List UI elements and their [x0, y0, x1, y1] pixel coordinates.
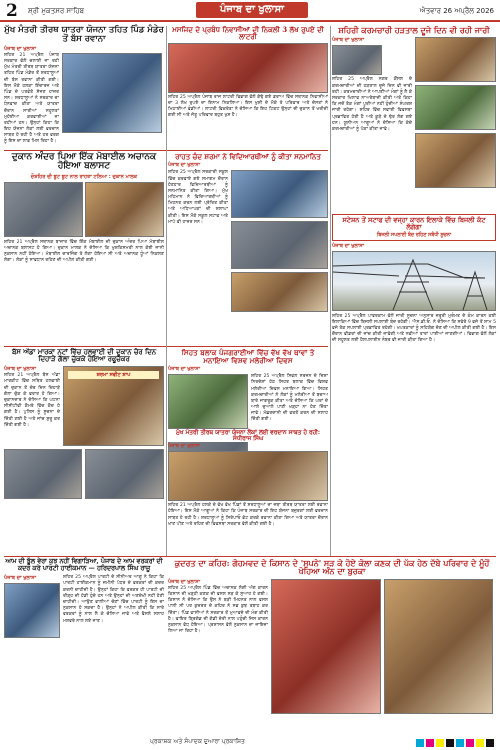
- photo-leader-portrait: [4, 583, 60, 638]
- photo-cctv-1: [4, 449, 82, 499]
- article-body: ਸ਼ਹਿਰ 25 ਅਪ੍ਰੈਲ ਪਿੰਡ ਵਿੱਚ ਅਚਾਨਕ ਲੱਗੀ ਅੱਗ ਕਾਰਨ ਕਿਸਾਨ ਦੀ ਖੜ੍ਹੀ ਕਣਕ ਦੀ ਫਸਲ ਸੜ ਕੇ ਸੁਆਹ ਹੋ ਗਈ। ਕਿਸਾਨ ਨੇ ਦੱਸਿਆ ਕਿ ਉਸ ਨੇ ਬੜੀ ਮਿਹਨਤ ਨਾਲ ਫਸਲ ਪਾਲੀ ਸੀ ਪਰ ਕੁਦਰਤ ਦੇ ਕਹਿਰ ਨੇ ਸਭ ਕੁਝ ਤਬਾਹ ਕਰ ਦਿੱਤਾ। ਪਿੰਡ ਵਾਸੀਆਂ ਨੇ ਸਰਕਾਰ ਤੋਂ ਮੁਆਵਜ਼ੇ ਦੀ ਮੰਗ ਕੀਤੀ ਹੈ। ਫਾਇਰ ਬ੍ਰਿਗੇਡ ਦੀ ਗੱਡੀ ਦੇਰੀ ਨਾਲ ਪਹੁੰਚੀ ਜਿਸ ਕਾਰਨ ਨੁਕਸਾਨ ਵੱਧ ਹੋਇਆ। ਪ੍ਰਸ਼ਾਸਨ ਵੱਲੋਂ ਨੁਕਸਾਨ ਦਾ ਜਾਇਜ਼ਾ ਲਿਆ ਜਾ ਰਿਹਾ ਹੈ।: [168, 585, 268, 635]
- byline: ਪੰਜਾਬ ਦਾ ਖੁਲਾਸਾ: [332, 242, 365, 249]
- color-swatch: [486, 739, 494, 747]
- article-shop-theft: [4, 349, 164, 554]
- article-farmer-fire: [168, 559, 496, 734]
- photo-pilgrims: [168, 451, 328, 501]
- headline: ਮਸਜਿਦ ਦੇ ਪ੍ਰਬੰਧ ਨਿਵਾਸੀਆਂ ਦੀ ਨਿਕਲੀ 3 ਲੱਖ ਰੁਪਏ ਦੀ ਲਾਟਰੀ: [172, 25, 324, 42]
- article-body: ਸ਼ਹਿਰ 25 ਅਪ੍ਰੈਲ ਸਿਵਲ ਸਰਜਨ ਦੇ ਦਿਸ਼ਾ ਨਿਰਦੇਸ਼ਾਂ ਹੇਠ ਸਿਹਤ ਬਲਾਕ ਵਿੱਚ ਵਿਸ਼ਵ ਮਲੇਰੀਆ ਦਿਵਸ ਮਨਾਇਆ ਗਿਆ। ਸਿਹਤ ਕਰਮਚਾਰੀਆਂ ਨੇ ਲੋਕਾਂ ਨੂੰ ਮਲੇਰੀਆ ਤੋਂ ਬਚਾਅ ਬਾਰੇ ਜਾਗਰੂਕ ਕੀਤਾ ਅਤੇ ਦੱਸਿਆ ਕਿ ਘਰਾਂ ਦੇ ਆਲੇ ਦੁਆਲੇ ਪਾਣੀ ਖੜ੍ਹਾ ਨਾ ਹੋਣ ਦਿੱਤਾ ਜਾਵੇ। ਮੱਛਰਦਾਨੀ ਦੀ ਵਰਤੋਂ ਕਰਨ ਦੀ ਸਲਾਹ ਦਿੱਤੀ ਗਈ।: [251, 374, 328, 423]
- headline: ਬੱਸ ਅੱਡਾ ਮਾਰਕਾ ਨਟਾਂ ਵਿੱਚ ਹਲਵਾਈ ਦੀ ਦੁਕਾਨ ਚੋਰ ਦਿਨ ਦਿਹਾੜੇ ਗੱਲਾ ਚੁੱਕਕੇ ਹੋਇਆ ਰਫੂਚੱਕਰ: [12, 348, 156, 364]
- byline: ਪੰਜਾਬ ਦਾ ਖੁਲਾਸਾ: [168, 162, 201, 169]
- subheadline: ਦੋਸ਼ਹਿਰ ਦੀ ਬੂਟ ਬੂਟ ਨਾਲ ਰਾਹਤਾ ਟਲਿਆ : ਦੁਕਾਨ ਮਾਲਕ: [30, 173, 138, 180]
- headline: ਰਾਹਤ ਚੰਦ ਸ਼ਰਮਾ ਨੇ ਵਿਦਿਆਰਥੀਆਂ ਨੂੰ ਕੀਤਾ ਸਨਮਾਨਿਤ: [175, 152, 321, 161]
- byline: ਪੰਜਾਬ ਦਾ ਖੁਲਾਸਾ: [168, 443, 201, 450]
- byline: ਪੰਜਾਬ ਦਾ ਖੁਲਾਸਾ: [168, 366, 201, 373]
- article-students-honoured: [168, 153, 328, 343]
- color-swatch: [426, 739, 434, 747]
- section-title: ਪੰਜਾਬ ਦਾ ਖੁਲਾਸਾ: [196, 2, 308, 18]
- headline: ਮੁੱਖ ਮੰਤਰੀ ਤੀਰਥ ਯਾਤਰਾ ਯੋਜਨਾ ਤਹਿਤ ਪਿੰਡ ਮੰਡੇਰ ਤੋਂ ਬੱਸ ਰਵਾਨਾ: [4, 25, 164, 44]
- color-swatch: [436, 739, 444, 747]
- masthead: [0, 0, 500, 22]
- article-mobile-blast: [4, 153, 164, 343]
- photo-damaged-phone: [85, 182, 164, 237]
- article-body: ਸ਼ਹਿਰ 25 ਅਪ੍ਰੈਲ ਨਗਰ ਕੌਂਸਲ ਦੇ ਕਰਮਚਾਰੀਆਂ ਦੀ ਹੜਤਾਲ ਦੂਜੇ ਦਿਨ ਵੀ ਜਾਰੀ ਰਹੀ। ਕਰਮਚਾਰੀਆਂ ਨੇ ਆਪਣੀਆਂ ਮੰਗਾਂ ਨੂੰ ਲੈ ਕੇ ਸਰਕਾਰ ਖਿਲਾਫ ਨਾਅਰੇਬਾਜ਼ੀ ਕੀਤੀ ਅਤੇ ਕਿਹਾ ਕਿ ਜਦੋਂ ਤੱਕ ਮੰਗਾਂ ਪੂਰੀਆਂ ਨਹੀਂ ਹੁੰਦੀਆਂ ਸੰਘਰਸ਼ ਜਾਰੀ ਰਹੇਗਾ। ਸ਼ਹਿਰ ਵਿੱਚ ਸਫਾਈ ਵਿਵਸਥਾ ਪ੍ਰਭਾਵਿਤ ਹੋਈ ਹੈ ਅਤੇ ਕੂੜੇ ਦੇ ਢੇਰ ਲੱਗ ਗਏ ਹਨ। ਯੂਨੀਅਨ ਆਗੂਆਂ ਨੇ ਦੱਸਿਆ ਕਿ ਕੱਚੇ ਕਰਮਚਾਰੀਆਂ ਨੂੰ ਪੱਕਾ ਕੀਤਾ ਜਾਵੇ।: [332, 77, 412, 132]
- article-body: ਸ਼ਹਿਰ 21 ਅਪ੍ਰੈਲ ਪੰਜਾਬ ਸਰਕਾਰ ਵੱਲੋਂ ਚਲਾਈ ਜਾ ਰਹੀ ਮੁੱਖ ਮੰਤਰੀ ਤੀਰਥ ਯਾਤਰਾ ਯੋਜਨਾ ਤਹਿਤ ਪਿੰਡ ਮੰਡੇਰ ਤੋਂ ਸ਼ਰਧਾਲੂਆਂ ਦੀ ਬੱਸ ਰਵਾਨਾ ਕੀਤੀ ਗਈ। ਇਸ ਮੌਕੇ ਹਲਕਾ ਇੰਚਾਰਜ ਅਤੇ ਪਿੰਡ ਦੇ ਪਤਵੰਤੇ ਸੱਜਣ ਹਾਜ਼ਰ ਸਨ। ਸ਼ਰਧਾਲੂਆਂ ਨੇ ਸਰਕਾਰ ਦਾ ਧੰਨਵਾਦ ਕੀਤਾ ਅਤੇ ਯਾਤਰਾ ਦੌਰਾਨ ਸਾਰੀਆਂ ਸਹੂਲਤਾਂ ਮੁਹੱਈਆ ਕਰਵਾਈਆਂ ਜਾ ਰਹੀਆਂ ਹਨ। ਉਨ੍ਹਾਂ ਕਿਹਾ ਕਿ ਇਹ ਯੋਜਨਾ ਲੋਕਾਂ ਲਈ ਵਰਦਾਨ ਸਾਬਤ ਹੋ ਰਹੀ ਹੈ ਅਤੇ ਹਰ ਵਰਗ ਨੂੰ ਇਸ ਦਾ ਲਾਭ ਮਿਲ ਰਿਹਾ ਹੈ।: [4, 52, 59, 145]
- byline: ਪੰਜਾਬ ਦਾ ਖੁਲਾਸਾ: [168, 578, 201, 585]
- issue-date: ਐਤਵਾਰ 26 ਅਪ੍ਰੈਲ 2026: [419, 7, 494, 15]
- photo-award: [231, 272, 328, 312]
- article-body: ਸ਼ਹਿਰ 25 ਅਪ੍ਰੈਲ ਸਰਕਾਰੀ ਸਕੂਲ ਵਿੱਚ ਕਰਵਾਏ ਗਏ ਸਮਾਗਮ ਦੌਰਾਨ ਹੋਣਹਾਰ ਵਿਦਿਆਰਥੀਆਂ ਨੂੰ ਸਨਮਾਨਿਤ ਕੀਤਾ ਗਿਆ। ਮੁੱਖ ਮਹਿਮਾਨ ਨੇ ਵਿਦਿਆਰਥੀਆਂ ਨੂੰ ਮਿਹਨਤ ਕਰਨ ਲਈ ਪ੍ਰੇਰਿਤ ਕੀਤਾ ਅਤੇ ਅਧਿਆਪਕਾਂ ਦੀ ਸ਼ਲਾਘਾ ਕੀਤੀ। ਇਸ ਮੌਕੇ ਸਕੂਲ ਸਟਾਫ ਅਤੇ ਮਾਪੇ ਵੀ ਹਾਜ਼ਰ ਸਨ।: [168, 170, 228, 225]
- shop-sign: ਸ਼ਰਮਾ ਸਵੀਟ ਸ਼ਾਪ: [68, 371, 159, 379]
- photo-cctv-2: [85, 449, 164, 499]
- article-lottery: [168, 26, 328, 146]
- article-body: ਸ਼ਹਿਰ 25 ਅਪ੍ਰੈਲ ਪਾਰਟੀ ਦੇ ਸੀਨੀਅਰ ਆਗੂ ਨੇ ਕਿਹਾ ਕਿ ਪਾਰਟੀ ਹਾਈਕਮਾਨ ਨੂੰ ਜ਼ਮੀਨੀ ਪੱਧਰ ਦੇ ਵਰਕਰਾਂ ਦੀ ਕਦਰ ਕਰਨੀ ਚਾਹੀਦੀ ਹੈ। ਉਨ੍ਹਾਂ ਕਿਹਾ ਕਿ ਵਰਕਰ ਹੀ ਪਾਰਟੀ ਦੀ ਰੀੜ੍ਹ ਦੀ ਹੱਡੀ ਹੁੰਦੇ ਹਨ ਅਤੇ ਉਨ੍ਹਾਂ ਦੀ ਅਣਦੇਖੀ ਨਹੀਂ ਹੋਣੀ ਚਾਹੀਦੀ। ਆਉਣ ਵਾਲੀਆਂ ਚੋਣਾਂ ਵਿੱਚ ਪਾਰਟੀ ਨੂੰ ਇਸ ਦਾ ਨੁਕਸਾਨ ਹੋ ਸਕਦਾ ਹੈ। ਉਨ੍ਹਾਂ ਨੇ ਅਪੀਲ ਕੀਤੀ ਕਿ ਸਾਰੇ ਵਰਕਰਾਂ ਨੂੰ ਨਾਲ ਲੈ ਕੇ ਚੱਲਿਆ ਜਾਵੇ ਅਤੇ ਫੈਸਲੇ ਸਲਾਹ ਮਸ਼ਵਰੇ ਨਾਲ ਲਏ ਜਾਣ।: [63, 575, 164, 624]
- article-party-workers: [4, 559, 164, 734]
- article-strike: [332, 26, 496, 211]
- divider: [4, 556, 496, 557]
- color-swatch: [446, 739, 454, 747]
- publication-name: ਸ਼੍ਰੀ ਮੁਕਤਸਰ ਸਾਹਿਬ: [28, 7, 85, 15]
- photo-strike-portrait: [332, 45, 382, 75]
- photo-strike-crowd: [415, 37, 496, 82]
- color-registration-bar: [416, 739, 494, 747]
- photo-sweet-shop: [63, 366, 164, 446]
- article-body: ਸ਼ਹਿਰ 25 ਅਪ੍ਰੈਲ ਪੰਜਾਬ ਰਾਜ ਲਾਟਰੀ ਵਿਭਾਗ ਵੱਲੋਂ ਕੱਢੇ ਗਏ ਡਰਾਅ ਵਿੱਚ ਸਥਾਨਕ ਨਿਵਾਸੀਆਂ ਦਾ 3 ਲੱਖ ਰੁਪਏ ਦਾ ਇਨਾਮ ਨਿਕਲਿਆ। ਇਸ ਖੁਸ਼ੀ ਦੇ ਮੌਕੇ ਤੇ ਪਰਿਵਾਰ ਅਤੇ ਦੋਸਤਾਂ ਨੇ ਮਿਠਾਈਆਂ ਵੰਡੀਆਂ। ਲਾਟਰੀ ਵਿਕਰੇਤਾ ਨੇ ਦੱਸਿਆ ਕਿ ਇਹ ਟਿਕਟ ਉਨ੍ਹਾਂ ਦੀ ਦੁਕਾਨ ਤੋਂ ਖਰੀਦੀ ਗਈ ਸੀ ਅਤੇ ਜੇਤੂ ਪਰਿਵਾਰ ਬਹੁਤ ਖੁਸ਼ ਹੈ।: [168, 94, 328, 119]
- footer: [0, 736, 500, 750]
- column-rule: [166, 26, 167, 556]
- photo-health-team: [168, 374, 248, 429]
- article-body: ਸ਼ਹਿਰ 25 ਅਪ੍ਰੈਲ ਪਾਵਰਕਾਮ ਵੱਲੋਂ ਜਾਰੀ ਸੂਚਨਾ ਅਨੁਸਾਰ ਜ਼ਰੂਰੀ ਮੁਰੰਮਤ ਦੇ ਕੰਮ ਕਾਰਨ ਕਈ ਇਲਾਕਿਆਂ ਵਿੱਚ ਬਿਜਲੀ ਸਪਲਾਈ ਬੰਦ ਰਹੇਗੀ। ਐਸ.ਡੀ.ਓ. ਨੇ ਦੱਸਿਆ ਕਿ ਸਵੇਰੇ 9 ਵਜੇ ਤੋਂ ਸ਼ਾਮ 5 ਵਜੇ ਤੱਕ ਸਪਲਾਈ ਪ੍ਰਭਾਵਿਤ ਰਹੇਗੀ। ਖਪਤਕਾਰਾਂ ਨੂੰ ਸਹਿਯੋਗ ਦੇਣ ਦੀ ਅਪੀਲ ਕੀਤੀ ਗਈ ਹੈ। ਇਸ ਦੌਰਾਨ ਫੀਡਰਾਂ ਦੀ ਜਾਂਚ ਕੀਤੀ ਜਾਵੇਗੀ ਅਤੇ ਨਵੀਆਂ ਤਾਰਾਂ ਪਾਈਆਂ ਜਾਣਗੀਆਂ। ਵਿਭਾਗ ਵੱਲੋਂ ਲੋਕਾਂ ਦੀ ਸਹੂਲਤ ਲਈ ਹੈਲਪਲਾਈਨ ਨੰਬਰ ਵੀ ਜਾਰੀ ਕੀਤਾ ਗਿਆ ਹੈ।: [332, 313, 496, 344]
- headline: ਕੁਦਰਤ ਦਾ ਕਹਿਰ: ਗੋਹਮਵਦ ਦੇ ਕਿਸਾਨ ਦੇ 'ਸੁਪਨੇ' ਸੜ ਕੇ ਹੋਏ ਕੋਲਾ ਕਣਕ ਦੀ ਪੱਕ ਹੇਠ ਦੱਬੇ ਪਰਿਵਾਰ ਦੇ ਮੂੰਹੋਂ ਖੋਹਿਆ ਅੰਨ ਦਾ ਬੁਰਕਾ: [174, 558, 490, 577]
- article-body: ਸ਼ਹਿਰ 21 ਅਪ੍ਰੈਲ ਸਥਾਨਕ ਬਾਜ਼ਾਰ ਵਿੱਚ ਇੱਕ ਮੋਬਾਈਲ ਦੀ ਦੁਕਾਨ ਅੰਦਰ ਪਿਆ ਮੋਬਾਈਲ ਅਚਾਨਕ ਬਲਾਸਟ ਹੋ ਗਿਆ। ਦੁਕਾਨ ਮਾਲਕ ਨੇ ਦੱਸਿਆ ਕਿ ਖੁਸ਼ਕਿਸਮਤੀ ਨਾਲ ਕੋਈ ਜਾਨੀ ਨੁਕਸਾਨ ਨਹੀਂ ਹੋਇਆ। ਮੋਬਾਈਲ ਚਾਰਜਿੰਗ ਤੇ ਲੱਗਾ ਹੋਇਆ ਸੀ ਅਤੇ ਅਚਾਨਕ ਧੂੰਆਂ ਨਿਕਲਣ ਲੱਗਾ। ਲੋਕਾਂ ਨੂੰ ਸਾਵਧਾਨ ਰਹਿਣ ਦੀ ਅਪੀਲ ਕੀਤੀ ਗਈ।: [4, 239, 164, 264]
- byline: ਪੰਜਾਬ ਦਾ ਖੁਲਾਸਾ: [332, 37, 365, 44]
- photo-stage: [231, 170, 328, 218]
- color-swatch: [456, 739, 464, 747]
- article-tirth-yatra: [168, 430, 328, 555]
- article-tirth: [4, 26, 164, 146]
- byline: ਪੰਜਾਬ ਦਾ ਖੁਲਾਸਾ: [4, 45, 37, 52]
- article-body: ਸ਼ਹਿਰ 21 ਅਪ੍ਰੈਲ ਬੱਸ ਅੱਡਾ ਮਾਰਕੀਟ ਵਿੱਚ ਸਥਿਤ ਹਲਵਾਈ ਦੀ ਦੁਕਾਨ ਤੋਂ ਚੋਰ ਦਿਨ ਦਿਹਾੜੇ ਗੱਲਾ ਚੁੱਕ ਕੇ ਫਰਾਰ ਹੋ ਗਿਆ। ਦੁਕਾਨਦਾਰ ਨੇ ਦੱਸਿਆ ਕਿ ਘਟਨਾ ਸੀਸੀਟੀਵੀ ਕੈਮਰੇ ਵਿੱਚ ਕੈਦ ਹੋ ਗਈ ਹੈ। ਪੁਲਿਸ ਨੂੰ ਸੂਚਨਾ ਦੇ ਦਿੱਤੀ ਗਈ ਹੈ ਅਤੇ ਜਾਂਚ ਸ਼ੁਰੂ ਕਰ ਦਿੱਤੀ ਗਈ ਹੈ।: [4, 373, 60, 428]
- article-body: ਸ਼ਹਿਰ 21 ਅਪ੍ਰੈਲ ਹਲਕੇ ਦੇ ਵੱਖ ਵੱਖ ਪਿੰਡਾਂ ਤੋਂ ਸ਼ਰਧਾਲੂਆਂ ਦਾ ਜਥਾ ਤੀਰਥ ਯਾਤਰਾ ਲਈ ਰਵਾਨਾ ਹੋਇਆ। ਇਸ ਮੌਕੇ ਆਗੂਆਂ ਨੇ ਕਿਹਾ ਕਿ ਪੰਜਾਬ ਸਰਕਾਰ ਦੀ ਇਹ ਯੋਜਨਾ ਬਜ਼ੁਰਗਾਂ ਲਈ ਵਰਦਾਨ ਸਾਬਤ ਹੋ ਰਹੀ ਹੈ। ਸ਼ਰਧਾਲੂਆਂ ਨੂੰ ਸਿਰੋਪਾਓ ਭੇਟ ਕਰਕੇ ਰਵਾਨਾ ਕੀਤਾ ਗਿਆ ਅਤੇ ਯਾਤਰਾ ਦੌਰਾਨ ਖਾਣ ਪੀਣ ਅਤੇ ਰਹਿਣ ਦੀ ਵਿਵਸਥਾ ਸਰਕਾਰ ਵੱਲੋਂ ਕੀਤੀ ਗਈ ਹੈ।: [168, 503, 328, 527]
- tower-icon: [333, 252, 497, 312]
- photo-farmer-family: [384, 579, 493, 714]
- photo-power-tower: [332, 251, 496, 311]
- photo-strike-road: [415, 85, 496, 130]
- page-number: 2: [6, 1, 18, 21]
- photo-bus: [62, 53, 162, 133]
- headline: ਮੁੱਖ ਮੰਤਰੀ ਤੀਰਥ ਯਾਤਰਾ ਯੋਜਨਾ ਲੋਕਾਂ ਲਈ ਵਰਦਾਨ ਸਾਬਤ ਹੋ ਰਹੀ: ਸੰਧੀਰਾਜ ਸਿੰਘ: [168, 430, 328, 442]
- subheadline: ਬਿਜਲੀ ਸਪਲਾਈ ਬੰਦ ਰਹਿਣ ਸਬੰਧੀ ਸੂਚਨਾ: [376, 232, 452, 238]
- byline: ਪੰਜਾਬ ਦਾ ਖੁਲਾਸਾ: [4, 366, 37, 373]
- headline: ਸਿਹਤ ਬਲਾਕ ਪੰਜਗਰਾਈਆਂ ਵਿੱਚ ਵੱਖ ਵੱਖ ਥਾਵਾਂ ਤੇ ਮਨਾਇਆ ਵਿਸ਼ਵ ਮਲੇਰੀਆ ਦਿਵਸ: [181, 348, 315, 365]
- color-swatch: [416, 739, 424, 747]
- photo-shop-counter: [4, 182, 83, 237]
- photo-lottery: [168, 43, 328, 93]
- footer-text: ਪ੍ਰਕਾਸ਼ਕ ਅਤੇ ਸੰਪਾਦਕ ਦੁਆਰਾ ਪ੍ਰਕਾਸ਼ਿਤ: [150, 738, 245, 745]
- headline: ਸਟੇਸ਼ਨ ਤੋਂ ਸਟਾਫ ਦੀ ਵਜ੍ਹਾ ਕਾਰਨ ਇਲਾਕੇ ਵਿੱਚ ਬਿਜਲੀ ਕੱਟ ਲੱਗੇਗਾ: [342, 216, 486, 231]
- headline: ਸ਼ਹਿਰੀ ਕਰਮਚਾਰੀ ਹੜਤਾਲ ਦੂਜੇ ਦਿਨ ਵੀ ਰਹੀ ਜਾਰੀ: [338, 25, 490, 35]
- photo-students: [231, 221, 328, 269]
- headline: ਦੁਕਾਨ ਅੰਦਰ ਪਿਆ ਇੱਕ ਮੋਬਾਈਲ ਅਚਾਨਕ ਹੋਇਆ ਬਲਾਸਟ: [11, 152, 157, 172]
- color-swatch: [476, 739, 484, 747]
- column-rule: [330, 26, 331, 556]
- byline: ਪੰਜਾਬ ਦਾ ਖੁਲਾਸਾ: [4, 575, 37, 582]
- color-swatch: [466, 739, 474, 747]
- photo-burnt-field: [271, 579, 381, 714]
- article-power-cut: [332, 214, 496, 444]
- photo-strike-rally: [415, 133, 496, 188]
- headline: ਆਮ ਦੀ ਝੂੱਲ ਵੇਰਾ ਕੁਝ ਨਹੀਂ ਵਿਗਾੜਿਆ, ਪੰਜਾਬ ਦੇ ਆਮ ਵਰਕਰਾਂ ਦੀ ਕਦਰ ਕਰੇ ਪਾਰਟੀ ਹਾਈਕਮਾਨ — ਹਰਿਦਰਪਾਲ ਸਿੰਘ ਰਾਜੂ: [5, 558, 163, 572]
